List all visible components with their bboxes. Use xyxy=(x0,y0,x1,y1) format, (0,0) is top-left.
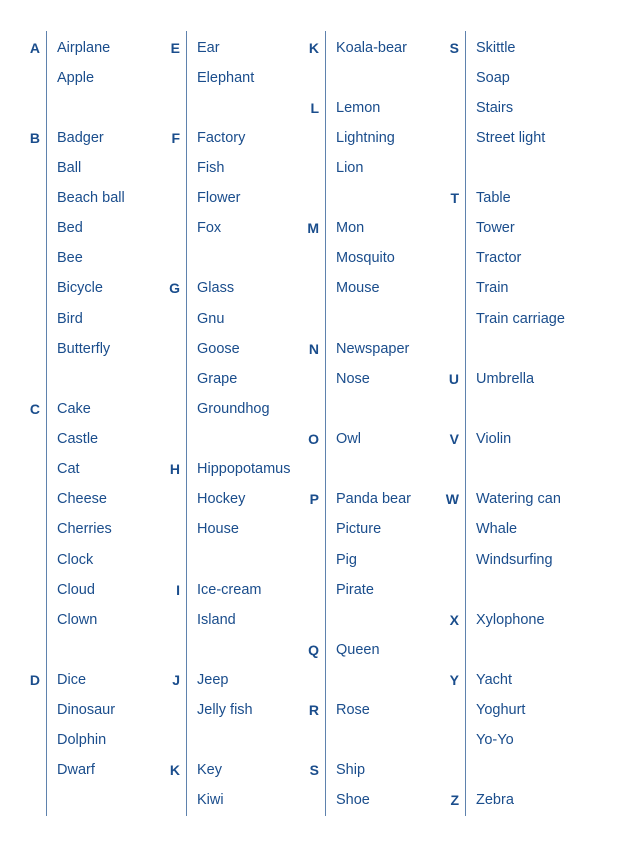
index-word: Grape xyxy=(197,371,238,387)
index-word: Butterfly xyxy=(57,341,111,357)
letter-heading: H xyxy=(169,461,180,477)
index-word: Windsurfing xyxy=(476,552,553,568)
index-entry xyxy=(439,723,589,753)
index-entry xyxy=(160,121,310,151)
index-word: Tower xyxy=(476,220,515,236)
index-entry xyxy=(160,753,310,783)
index-word: Pirate xyxy=(336,582,374,598)
index-entry xyxy=(20,693,170,723)
index-entry xyxy=(160,512,310,542)
letter-heading: A xyxy=(29,40,40,56)
index-entry xyxy=(20,181,170,211)
index-word: Table xyxy=(476,190,511,206)
index-entry xyxy=(20,332,170,362)
index-word: Jeep xyxy=(197,672,229,688)
index-word: Violin xyxy=(476,431,512,447)
index-entry xyxy=(299,512,449,542)
letter-heading: B xyxy=(29,130,40,146)
index-word: Fox xyxy=(197,220,222,236)
index-entry xyxy=(20,61,170,91)
index-entry xyxy=(160,452,310,482)
index-word: Mosquito xyxy=(336,250,395,266)
index-word: Key xyxy=(197,762,222,778)
index-entry xyxy=(160,211,310,241)
index-entry xyxy=(20,211,170,241)
index-word: Yoghurt xyxy=(476,702,526,718)
index-word: Island xyxy=(197,612,236,628)
letter-heading: D xyxy=(29,672,40,688)
index-word: Bicycle xyxy=(57,280,103,296)
letter-heading: L xyxy=(310,100,319,116)
index-entry xyxy=(299,422,449,452)
letter-heading: I xyxy=(176,582,180,598)
index-word: Dinosaur xyxy=(57,702,116,718)
index-entry xyxy=(20,482,170,512)
index-word: Hockey xyxy=(197,491,246,507)
index-entry xyxy=(299,543,449,573)
index-word: Koala-bear xyxy=(336,40,407,56)
index-word: Fish xyxy=(197,160,225,176)
index-word: Yacht xyxy=(476,672,513,688)
index-entry xyxy=(20,543,170,573)
index-entry xyxy=(439,31,589,61)
index-entry xyxy=(160,573,310,603)
index-entry xyxy=(20,31,170,61)
index-entry xyxy=(20,271,170,301)
index-entry xyxy=(299,332,449,362)
letter-heading: Q xyxy=(308,642,319,658)
index-entry xyxy=(439,362,589,392)
index-entry xyxy=(160,392,310,422)
letter-heading: O xyxy=(308,431,319,447)
letter-heading: F xyxy=(171,130,180,146)
index-entry xyxy=(439,482,589,512)
index-entry xyxy=(299,633,449,663)
index-entry xyxy=(439,211,589,241)
index-word: Flower xyxy=(197,190,241,206)
letter-heading: K xyxy=(169,762,180,778)
letter-heading: G xyxy=(169,280,180,296)
index-entry xyxy=(160,271,310,301)
index-entry xyxy=(299,151,449,181)
index-entry xyxy=(160,31,310,61)
index-entry xyxy=(439,603,589,633)
index-word: Nose xyxy=(336,371,370,387)
index-word: Groundhog xyxy=(197,401,270,417)
index-entry xyxy=(439,543,589,573)
index-word: Hippopotamus xyxy=(197,461,291,477)
index-entry xyxy=(299,753,449,783)
index-word: Badger xyxy=(57,130,104,146)
index-entry xyxy=(299,241,449,271)
letter-heading: Y xyxy=(449,672,459,688)
index-word: Rose xyxy=(336,702,370,718)
index-word: Castle xyxy=(57,431,99,447)
letter-heading: Z xyxy=(450,792,459,808)
index-entry xyxy=(160,302,310,332)
index-word: Ball xyxy=(57,160,82,176)
index-word: Mon xyxy=(336,220,365,236)
index-entry xyxy=(20,663,170,693)
letter-heading: X xyxy=(449,612,459,628)
letter-heading: T xyxy=(450,190,459,206)
index-entry xyxy=(299,91,449,121)
index-entry xyxy=(160,362,310,392)
index-word: Skittle xyxy=(476,40,516,56)
index-entry xyxy=(160,61,310,91)
index-word: Whale xyxy=(476,521,518,537)
index-entry xyxy=(160,603,310,633)
index-word: Umbrella xyxy=(476,371,535,387)
index-entry xyxy=(439,241,589,271)
index-word: Glass xyxy=(197,280,235,296)
index-word: Owl xyxy=(336,431,361,447)
index-word: Cake xyxy=(57,401,91,417)
index-entry xyxy=(160,181,310,211)
index-word: Stairs xyxy=(476,100,514,116)
index-word: Picture xyxy=(336,521,382,537)
index-word: Dolphin xyxy=(57,732,107,748)
index-word: Lion xyxy=(336,160,364,176)
index-word: Shoe xyxy=(336,792,370,808)
index-word: Bee xyxy=(57,250,83,266)
index-word: Panda bear xyxy=(336,491,411,507)
index-entry xyxy=(439,663,589,693)
index-word: Goose xyxy=(197,341,240,357)
index-entry xyxy=(20,573,170,603)
index-entry xyxy=(20,392,170,422)
index-word: Tractor xyxy=(476,250,522,266)
index-word: Dice xyxy=(57,672,87,688)
index-entry xyxy=(439,121,589,151)
index-word: Ear xyxy=(197,40,220,56)
index-entry xyxy=(160,332,310,362)
index-entry xyxy=(299,573,449,603)
index-word: Cloud xyxy=(57,582,95,598)
index-entry xyxy=(439,302,589,332)
letter-heading: S xyxy=(309,762,319,778)
letter-heading: J xyxy=(172,672,180,688)
index-entry xyxy=(439,181,589,211)
letter-heading: V xyxy=(449,431,459,447)
index-entry xyxy=(299,31,449,61)
index-entry xyxy=(20,151,170,181)
index-entry xyxy=(299,693,449,723)
index-entry xyxy=(439,422,589,452)
letter-heading: K xyxy=(308,40,319,56)
letter-heading: R xyxy=(308,702,319,718)
index-word: Soap xyxy=(476,70,510,86)
index-word: Ship xyxy=(336,762,366,778)
index-entry xyxy=(20,512,170,542)
letter-heading: M xyxy=(307,220,319,236)
index-word: Pig xyxy=(336,552,357,568)
index-word: Yo-Yo xyxy=(476,732,514,748)
index-entry xyxy=(160,482,310,512)
index-entry xyxy=(439,61,589,91)
index-word: Bed xyxy=(57,220,83,236)
index-word: Factory xyxy=(197,130,246,146)
index-word: Ice-cream xyxy=(197,582,262,598)
index-word: Kiwi xyxy=(197,792,224,808)
index-word: Clown xyxy=(57,612,98,628)
index-word: Cat xyxy=(57,461,80,477)
letter-heading: E xyxy=(170,40,180,56)
letter-heading: S xyxy=(449,40,459,56)
index-entry xyxy=(299,362,449,392)
index-word: Train carriage xyxy=(476,311,565,327)
index-entry xyxy=(20,723,170,753)
index-entry xyxy=(299,482,449,512)
index-entry xyxy=(299,271,449,301)
index-word: Jelly fish xyxy=(197,702,253,718)
index-entry xyxy=(299,783,449,813)
index-entry xyxy=(20,422,170,452)
index-word: Bird xyxy=(57,311,83,327)
index-word: Cheese xyxy=(57,491,107,507)
index-entry xyxy=(160,151,310,181)
index-word: Dwarf xyxy=(57,762,95,778)
index-entry xyxy=(439,783,589,813)
index-entry xyxy=(439,91,589,121)
index-entry xyxy=(299,211,449,241)
index-word: Queen xyxy=(336,642,380,658)
letter-heading: U xyxy=(448,371,459,387)
index-word: Mouse xyxy=(336,280,380,296)
index-word: Lemon xyxy=(336,100,381,116)
letter-heading: C xyxy=(29,401,40,417)
index-word: Beach ball xyxy=(57,190,125,206)
index-word: Zebra xyxy=(476,792,514,808)
index-word: Cherries xyxy=(57,521,112,537)
index-entry xyxy=(20,452,170,482)
index-entry xyxy=(160,663,310,693)
index-word: Xylophone xyxy=(476,612,545,628)
index-entry xyxy=(299,121,449,151)
index-entry xyxy=(20,753,170,783)
index-word: Watering can xyxy=(476,491,561,507)
index-entry xyxy=(160,693,310,723)
index-word: Lightning xyxy=(336,130,395,146)
letter-heading: N xyxy=(308,341,319,357)
index-word: Apple xyxy=(57,70,95,86)
index-entry xyxy=(20,121,170,151)
letter-heading: P xyxy=(309,491,319,507)
index-word: Train xyxy=(476,280,509,296)
index-entry xyxy=(20,603,170,633)
index-word: Newspaper xyxy=(336,341,410,357)
index-word: Gnu xyxy=(197,311,225,327)
letter-heading: W xyxy=(445,491,459,507)
index-word: Clock xyxy=(57,552,94,568)
index-word: Elephant xyxy=(197,70,255,86)
index-word: Airplane xyxy=(57,40,111,56)
index-entry xyxy=(439,693,589,723)
index-entry xyxy=(439,271,589,301)
index-word: House xyxy=(197,521,239,537)
index-entry xyxy=(20,241,170,271)
index-entry xyxy=(439,512,589,542)
index-entry xyxy=(160,783,310,813)
index-word: Street light xyxy=(476,130,546,146)
index-entry xyxy=(20,302,170,332)
